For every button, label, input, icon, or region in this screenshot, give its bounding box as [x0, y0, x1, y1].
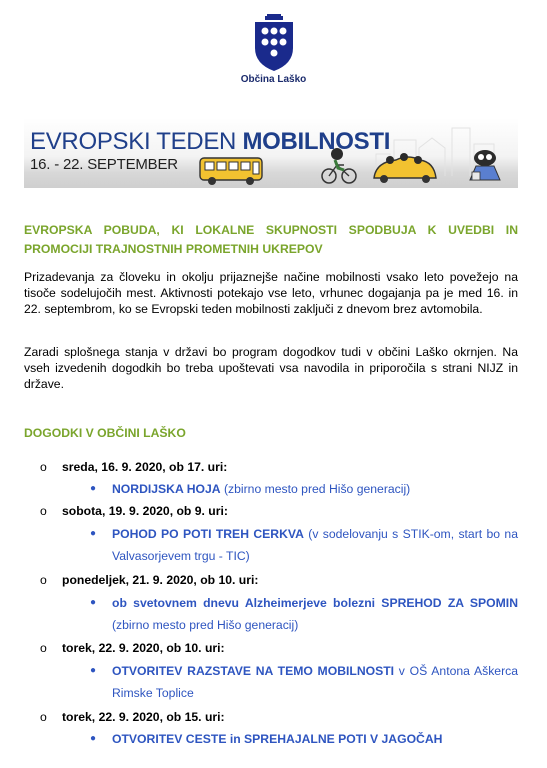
- car-icon: [374, 153, 436, 183]
- banner-dates: 16. - 22. SEPTEMBER: [30, 156, 178, 173]
- event-when: ponedeljek, 21. 9. 2020, ob 10. uri:: [62, 573, 259, 587]
- event-detail: (v sodelovanju s STIK-om, start bo na Valvasorjevem trgu - TIC): [112, 527, 518, 563]
- event-when: torek, 22. 9. 2020, ob 10. uri:: [62, 641, 225, 655]
- bullet-icon: ●: [90, 528, 97, 539]
- banner: [24, 118, 518, 188]
- event-when: sreda, 16. 9. 2020, ob 17. uri:: [62, 460, 228, 474]
- event-when: torek, 22. 9. 2020, ob 15. uri:: [62, 710, 225, 724]
- events-heading: DOGODKI V OBČINI LAŠKO: [24, 426, 186, 440]
- event-title[interactable]: NORDIJSKA HOJA: [112, 482, 221, 496]
- bus-icon: [200, 158, 262, 185]
- event-date: [40, 710, 225, 724]
- bullet-icon: ●: [90, 597, 97, 608]
- logo-caption: Občina Laško: [240, 74, 307, 85]
- circle-bullet-icon: o: [40, 573, 47, 587]
- circle-bullet-icon: o: [40, 710, 47, 724]
- event-date: [40, 460, 227, 474]
- notice-paragraph: Zaradi splošnega stanja v državi bo program dogodkov tudi v občini Laško okrnjen. Na vseh izvedenih dogodkih bo treba upoštevati vsa navodila in priporočila s strani NIJZ in države.: [24, 345, 518, 391]
- circle-bullet-icon: o: [40, 641, 47, 655]
- circle-bullet-icon: o: [40, 504, 47, 518]
- event-date: [40, 573, 258, 587]
- bullet-icon: ●: [90, 665, 97, 676]
- banner-title-bold: MOBILNOSTI: [242, 128, 391, 155]
- coat-of-arms-icon: [252, 14, 296, 72]
- bullet-icon: ●: [90, 733, 97, 744]
- banner-title: [30, 128, 390, 156]
- event-item[interactable]: [90, 523, 518, 567]
- event-title[interactable]: ob svetovnem dnevu Alzheimerjeve bolezni SPREHOD ZA SPOMIN: [112, 596, 518, 610]
- event-detail: (zbirno mesto pred Hišo generacij): [112, 618, 299, 632]
- page-heading: EVROPSKA POBUDA, KI LOKALNE SKUPNOSTI SPODBUJA K UVEDBI IN PROMOCIJI TRAJNOSTNIH PROMETNIH UKREPOV: [24, 223, 518, 256]
- event-date: [40, 641, 225, 655]
- event-title[interactable]: OTVORITEV RAZSTAVE NA TEMO MOBILNOSTI: [112, 664, 395, 678]
- event-date: [40, 504, 228, 518]
- event-title[interactable]: POHOD PO POTI TREH CERKVA: [112, 527, 304, 541]
- banner-title-light: EVROPSKI TEDEN: [30, 128, 243, 155]
- event-item[interactable]: [90, 660, 518, 704]
- event-title[interactable]: OTVORITEV CESTE in SPREHAJALNE POTI V JAGOČAH: [112, 732, 443, 746]
- bullet-icon: ●: [90, 483, 97, 494]
- event-item[interactable]: [90, 728, 518, 750]
- intro-paragraph: Prizadevanja za človeku in okolju prijaznejše načine mobilnosti vsako leto povežejo na tisoče sodelujočih mest. Aktivnosti potekajo vse leto, vrhunec dogajanja pa je med 16. in 22. septembrom, ko se Evropski teden mobilnosti zaključi z dnevom brez avtomobila.: [24, 270, 518, 316]
- event-item[interactable]: [90, 592, 518, 636]
- event-detail: v OŠ Antona Aškerca Rimske Toplice: [112, 664, 518, 700]
- event-item[interactable]: [90, 478, 518, 500]
- circle-bullet-icon: o: [40, 460, 47, 474]
- event-detail: (zbirno mesto pred Hišo generacij): [220, 482, 411, 496]
- event-when: sobota, 19. 9. 2020, ob 9. uri:: [62, 504, 228, 518]
